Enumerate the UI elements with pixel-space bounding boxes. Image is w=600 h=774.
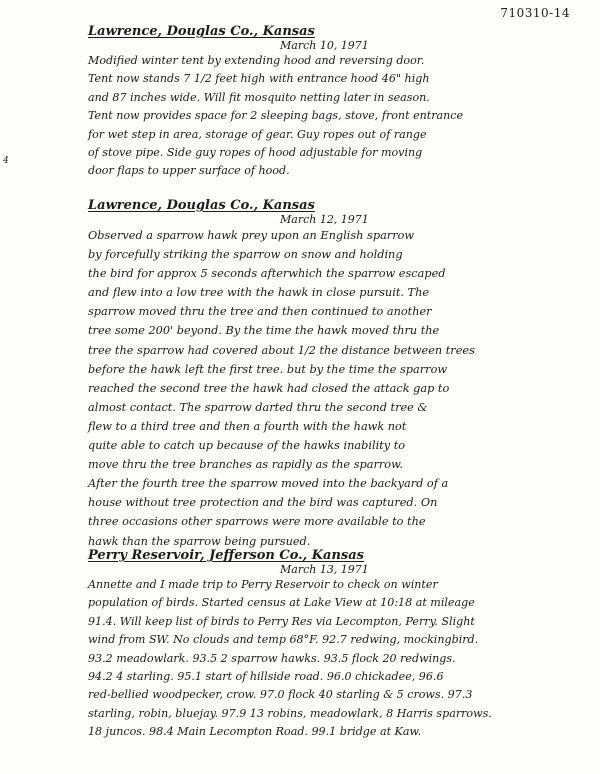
entry-body — [0, 226, 600, 551]
entry-date: March 13, 1971 — [280, 563, 369, 576]
entry-line: before the hawk left the first tree. but by the time the sparrow — [88, 362, 448, 376]
entry-line: Tent now provides space for 2 sleeping bags, stove, front entrance — [88, 109, 464, 123]
entry-line: of stove pipe. Side guy ropes of hood adjustable for moving — [88, 146, 423, 160]
entry-line: almost contact. The sparrow darted thru the second tree & — [88, 400, 428, 414]
entry-line: and 87 inches wide. Will fit mosquito netting later in season. — [88, 90, 430, 104]
entry-body — [0, 52, 600, 181]
entry-line: three occasions other sparrows were more available to the — [88, 515, 426, 529]
entry-line: Tent now stands 7 1/2 feet high with entrance hood 46" high — [88, 72, 430, 86]
entry-line: door flaps to upper surface of hood. — [88, 164, 290, 178]
entry-line: house without tree protection and the bird was captured. On — [88, 496, 438, 510]
entry-line: and flew into a low tree with the hawk in close pursuit. The — [88, 286, 430, 300]
entry-line: population of birds. Started census at Lake View at 10:18 at mileage — [88, 596, 475, 610]
entry-line: flew to a third tree and then a fourth with the hawk not — [88, 419, 407, 433]
entry-line: starling, robin, bluejay. 97.9 13 robins, meadowlark, 8 Harris sparrows. — [88, 706, 492, 720]
entry-line: wind from SW. No clouds and temp 68°F. 92.7 redwing, mockingbird. — [88, 633, 479, 647]
journal-entry-3 — [0, 548, 600, 742]
entry-location: Lawrence, Douglas Co., Kansas — [88, 24, 315, 39]
entry-date: March 12, 1971 — [280, 213, 369, 226]
entry-line: Annette and I made trip to Perry Reservoir to check on winter — [88, 578, 438, 591]
entry-line: hawk than the sparrow being pursued. — [88, 534, 311, 548]
journal-entry-2 — [0, 198, 600, 551]
entry-location: Perry Reservoir, Jefferson Co., Kansas — [88, 548, 364, 563]
entry-line: quite able to catch up because of the hawks inability to — [88, 439, 406, 453]
entry-line: 18 juncos. 98.4 Main Lecompton Road. 99.1 bridge at Kaw. — [88, 725, 422, 739]
entry-line: Modified winter tent by extending hood and reversing door. — [88, 54, 425, 67]
entry-body — [0, 576, 600, 742]
entry-line: tree the sparrow had covered about 1/2 the distance between trees — [88, 343, 475, 357]
entry-line: for wet step in area, storage of gear. Guy ropes out of range — [88, 127, 427, 141]
journal-entry-1 — [0, 24, 600, 181]
entry-date: March 10, 1971 — [280, 39, 369, 52]
entry-location: Lawrence, Douglas Co., Kansas — [88, 198, 315, 213]
entry-line: move thru the tree branches as rapidly as the sparrow. — [88, 458, 403, 472]
entry-line: tree some 200' beyond. By the time the hawk moved thru the — [88, 324, 440, 338]
entry-line: Observed a sparrow hawk prey upon an English sparrow — [88, 229, 415, 242]
entry-line: 94.2 4 starling. 95.1 start of hillside road. 96.0 chickadee, 96.6 — [88, 670, 444, 684]
margin-mark: 4 — [3, 156, 9, 166]
entry-line: the bird for approx 5 seconds afterwhich the sparrow escaped — [88, 267, 446, 281]
catalog-number: 710310-14 — [500, 6, 570, 20]
entry-line: reached the second tree the hawk had closed the attack gap to — [88, 381, 450, 395]
entry-line: by forcefully striking the sparrow on snow and holding — [88, 248, 403, 262]
entry-line: After the fourth tree the sparrow moved into the backyard of a — [88, 477, 449, 491]
entry-line: 93.2 meadowlark. 93.5 2 sparrow hawks. 93.5 flock 20 redwings. — [88, 651, 456, 665]
entry-line: red-bellied woodpecker, crow. 97.0 flock 40 starling & 5 crows. 97.3 — [88, 688, 473, 702]
entry-line: sparrow moved thru the tree and then continued to another — [88, 305, 432, 319]
entry-line: 91.4. Will keep list of birds to Perry Res via Lecompton, Perry. Slight — [88, 614, 475, 628]
